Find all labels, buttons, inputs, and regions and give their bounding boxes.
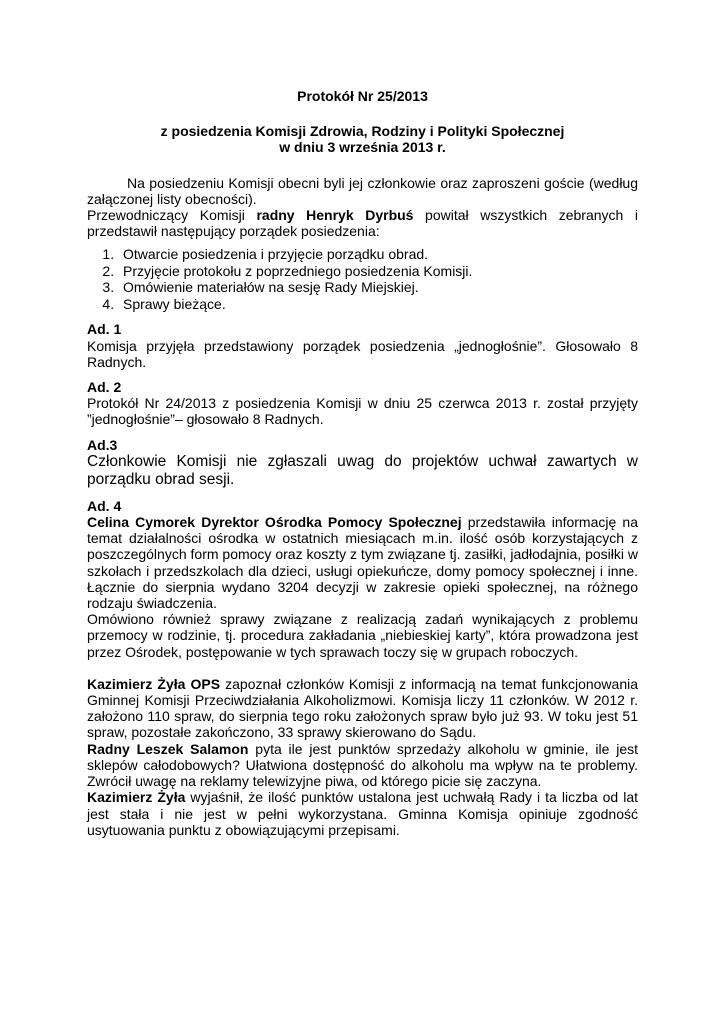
agenda-item: 3. Omówienie materiałów na sesję Rady Miejskiej. [118, 279, 638, 296]
ad2-text: Protokół Nr 24/2013 z posiedzenia Komisji w dniu 25 czerwca 2013 r. został przyjęty ”jednogłośnie”– głosowało 8 Radnych. [87, 395, 638, 428]
ad4-paragraph-salamon [87, 741, 638, 790]
agenda-list [87, 246, 638, 312]
document-page [87, 88, 638, 838]
ad4-paragraph-violence: Omówiono również sprawy związane z realizacją zadań wynikających z problemu przemocy w rodzinie, tj. procedura zakładania „niebieskiej karty”, która prowadzona jest przez Ośrodek, postępowanie w tych sprawach toczy się w grupach roboczych. [87, 611, 638, 660]
zyla-name: Kazimierz Żyła OPS [87, 675, 221, 692]
ad2-heading: Ad. 2 [87, 379, 122, 396]
agenda-item: 1. Otwarcie posiedzenia i przyjęcie porządku obrad. [118, 246, 638, 263]
zyla-reply-text: wyjaśnił, że ilość punktów ustalona jest uchwałą Rady i ta liczba od lat jest stała i nie jest w pełni wykorzystana. Gminna Komisja opiniuje zgodność usytuowania punktu z obowiązującymi przepisami. [87, 789, 639, 838]
intro-paragraph: Na posiedzeniu Komisji obecni byli jej członkowie oraz zaproszeni goście (według załączonej listy obecności). [87, 174, 638, 207]
ad3-heading: Ad.3 [87, 436, 118, 453]
ad3-text: Członkowie Komisji nie zgłaszali uwag do projektów uchwał zawartych w porządku obrad sesji. [87, 452, 638, 488]
document-date: w dniu 3 września 2013 r. [279, 139, 446, 156]
chairman-paragraph [87, 207, 638, 239]
chairman-name: radny Henryk Dyrbuś [256, 207, 414, 224]
zyla-reply-name: Kazimierz Żyła [87, 789, 186, 806]
document-subtitle: z posiedzenia Komisji Zdrowia, Rodziny i Polityki Społecznej [160, 123, 565, 140]
ad4-heading: Ad. 4 [87, 497, 122, 514]
agenda-item: 4. Sprawy bieżące. [118, 296, 638, 313]
ops-director-name: Celina Cymorek Dyrektor Ośrodka Pomocy Społecznej [87, 514, 462, 531]
ad4-paragraph-zyla [87, 676, 638, 741]
chairman-text-before: Przewodniczący Komisji [87, 207, 257, 224]
agenda-item: 2. Przyjęcie protokołu z poprzedniego posiedzenia Komisji. [118, 263, 638, 280]
ad1-text: Komisja przyjęła przedstawiony porządek posiedzenia „jednogłośnie”. Głosowało 8 Radnych. [87, 337, 638, 370]
ad4-paragraph-zyla-reply [87, 789, 638, 838]
ad1-heading: Ad. 1 [87, 321, 122, 338]
zyla-text: zapoznał członków Komisji z informacją na temat funkcjonowania Gminnej Komisji Przeciwdziałania Alkoholizmowi. Komisja liczy 11 członków. W 2012 r. założono 110 spraw, do sierpnia tego roku założonych spraw było już 93. W toku jest 51 spraw, pozostałe zakończono, 33 sprawy skierowano do Sądu. [87, 675, 639, 741]
ad4-paragraph-ops-director [87, 514, 638, 611]
chairman-text-after: powitał wszystkich zebranych i przedstawił następujący porządek posiedzenia: [87, 207, 638, 240]
document-title: Protokół Nr 25/2013 [297, 88, 428, 104]
ops-director-text: przedstawiła informację na temat działalności ośrodka w ostatnich miesiącach m.in. ilość osób korzystających z poszczególnych form pomocy oraz koszty z tym związane tj. zasiłki, jadłodajnia, posiłki w szkołach i przedszkolach dla dzieci, usługi opiekuńcze, domy pomocy społecznej i inne. Łącznie do sierpnia wydano 3204 decyzji w zakresie opieki społecznej, na różnego rodzaju świadczenia. [87, 514, 638, 612]
salamon-text: pyta ile jest punktów sprzedaży alkoholu w gminie, ile jest sklepów całodobowych? Ułatwiona dostępność do alkoholu ma wpływ na te problemy. Zwrócił uwagę na reklamy telewizyjne piwa, od którego picie się zaczyna. [87, 740, 638, 790]
salamon-name: Radny Leszek Salamon [87, 740, 249, 757]
